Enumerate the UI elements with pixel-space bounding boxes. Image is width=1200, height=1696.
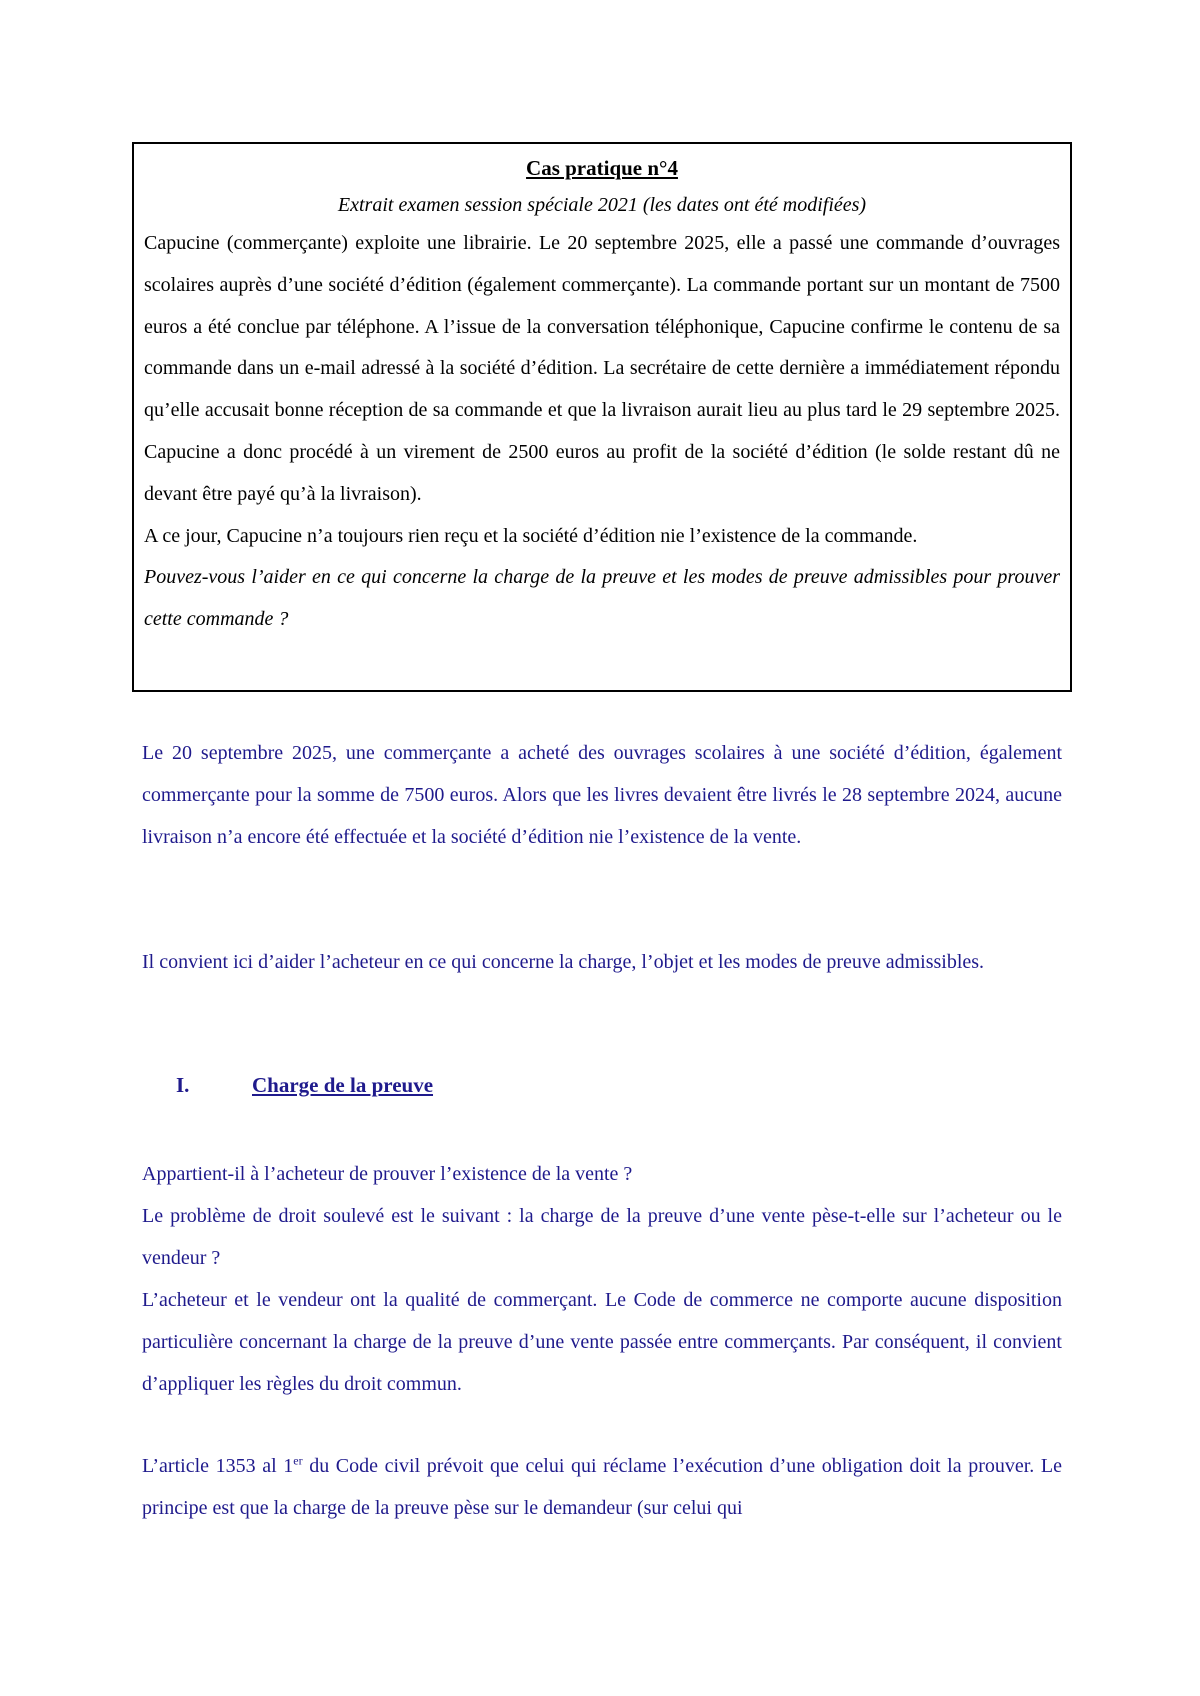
article-text-end: du Code civil prévoit que celui qui réclame l’exécution d’une obligation doit la prouver. Le principe est que la charge de la preuve pèse sur le demandeur (sur celui qui — [142, 1455, 1063, 1519]
section-title: Charge de la preuve — [252, 1073, 434, 1097]
answer-objective: Il convient ici d’aider l’acheteur en ce qui concerne la charge, l’objet et les modes de preuve admissibles. — [142, 951, 985, 973]
article-paragraph — [142, 1445, 1062, 1529]
answer-intro: Le 20 septembre 2025, une commerçante a acheté des ouvrages scolaires à une société d’édition, également commerçante pour la somme de 7500 euros. Alors que les livres devaient être livrés le 28 septembre 2024, aucune livraison n’a encore été effectuée et la société d’édition nie l’existence de la vente. — [142, 742, 1062, 848]
case-current-status: A ce jour, Capucine n’a toujours rien reçu et la société d’édition nie l’existence de la commande. — [144, 524, 918, 547]
answer-analysis-block — [142, 1153, 1062, 1405]
case-question: Pouvez-vous l’aider en ce qui concerne la charge de la preuve et les modes de preuve admissibles pour prouver cette commande ? — [144, 566, 1060, 631]
case-title: Cas pratique n°4 — [526, 156, 678, 180]
case-subtitle: Extrait examen session spéciale 2021 (les dates ont été modifiées) — [337, 194, 867, 216]
case-statement: Capucine (commerçante) exploite une librairie. Le 20 septembre 2025, elle a passé une commande d’ouvrages scolaires auprès d’une société d’édition (également commerçante). La commande portant sur un montant de 7500 euros a été conclue par téléphone. A l’issue de la conversation téléphonique, Capucine confirme le contenu de sa commande dans un e-mail adressé à la société d’édition. La secrétaire de cette dernière a immédiatement répondu qu’elle accusait bonne réception de sa commande et que la livraison aurait lieu au plus tard le 29 septembre 2025. Capucine a donc procédé à un virement de 2500 euros au profit de la société d’édition (le solde restant dû ne devant être payé qu’à la livraison). — [144, 232, 1060, 505]
legal-problem: Le problème de droit soulevé est le suivant : la charge de la preuve d’une vente pèse-t-elle sur l’acheteur ou le vendeur ? — [142, 1205, 1062, 1269]
section-number: I. — [176, 1073, 190, 1097]
article-text-start: L’article 1353 al 1 — [142, 1455, 294, 1477]
section-heading — [176, 1070, 433, 1100]
case-study-box — [132, 142, 1072, 692]
question-line: Appartient-il à l’acheteur de prouver l’existence de la vente ? — [142, 1163, 633, 1185]
article-superscript: er — [293, 1453, 303, 1468]
analysis-text: L’acheteur et le vendeur ont la qualité de commerçant. Le Code de commerce ne comporte aucune disposition particulière concernant la charge de la preuve d’une vente passée entre commerçants. Par conséquent, il convient d’appliquer les règles du droit commun. — [142, 1289, 1062, 1395]
